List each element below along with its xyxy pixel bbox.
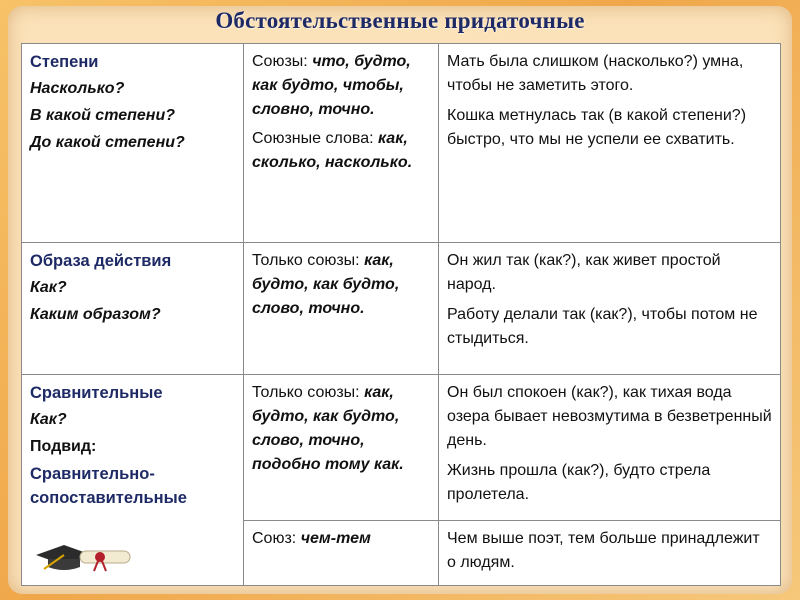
clause-type: Образа действия (30, 252, 172, 270)
conjunctions-values: чем-тем (300, 530, 371, 547)
conjunctive-words (252, 127, 430, 175)
example: Мать была слишком (насколько?) умна, чтобы не заметить этого. (447, 53, 744, 94)
examples-cell (439, 243, 781, 375)
conjunctions (252, 249, 430, 321)
conjunctions-values: что, будто, как будто, чтобы, словно, точно. (252, 53, 411, 118)
example: Он жил так (как?), как живет простой народ. (447, 252, 721, 293)
table-row (22, 44, 781, 243)
conjunctions-cell (244, 375, 439, 521)
clauses-table (21, 43, 781, 586)
clause-type: Сравнительные (30, 384, 163, 402)
conjunctions-label: Только союзы: (252, 384, 365, 401)
type-cell (22, 243, 244, 375)
conjunctive-words-values: как, сколько, насколько. (252, 130, 413, 171)
question: До какой степени? (30, 134, 185, 151)
conjunctions-label: Союзы: (252, 53, 313, 70)
examples-cell (439, 521, 781, 586)
conjunctions (252, 381, 430, 477)
table-row (22, 243, 781, 375)
example: Он был спокоен (как?), как тихая вода озера бывает невозмутима в безветренный день. (447, 384, 772, 449)
example: Жизнь прошла (как?), будто стрела пролетела. (447, 462, 711, 503)
example: Работу делали так (как?), чтобы потом не стыдиться. (447, 306, 758, 347)
conjunctions (252, 50, 430, 122)
question: Каким образом? (30, 306, 161, 323)
conjunctions (252, 527, 430, 551)
question: Как? (30, 411, 67, 428)
conjunctions-cell (244, 521, 439, 586)
question: Как? (30, 279, 67, 296)
table-row (22, 375, 781, 521)
diploma-cap-icon (30, 525, 140, 575)
conjunctive-words-label: Союзные слова: (252, 130, 378, 147)
conjunctions-label: Союз: (252, 530, 301, 547)
conjunctions-values: как, будто, как будто, слово, точно. (252, 252, 400, 317)
subtype: Сравнительно-сопоставительные (30, 465, 187, 507)
subtype-label: Подвид: (30, 438, 97, 455)
examples-cell (439, 44, 781, 243)
conjunctions-label: Только союзы: (252, 252, 365, 269)
clause-type: Степени (30, 53, 99, 71)
question: Насколько? (30, 80, 125, 97)
example: Чем выше поэт, тем больше принадлежит о людям. (447, 530, 760, 571)
question: В какой степени? (30, 107, 175, 124)
conjunctions-cell (244, 243, 439, 375)
examples-cell (439, 375, 781, 521)
example: Кошка метнулась так (в какой степени?) быстро, что мы не успели ее схватить. (447, 107, 747, 148)
conjunctions-cell (244, 44, 439, 243)
conjunctions-values: как, будто, как будто, слово, точно, подобно тому как. (252, 384, 404, 473)
page-title: Обстоятельственные придаточные (215, 8, 585, 33)
type-cell (22, 44, 244, 243)
